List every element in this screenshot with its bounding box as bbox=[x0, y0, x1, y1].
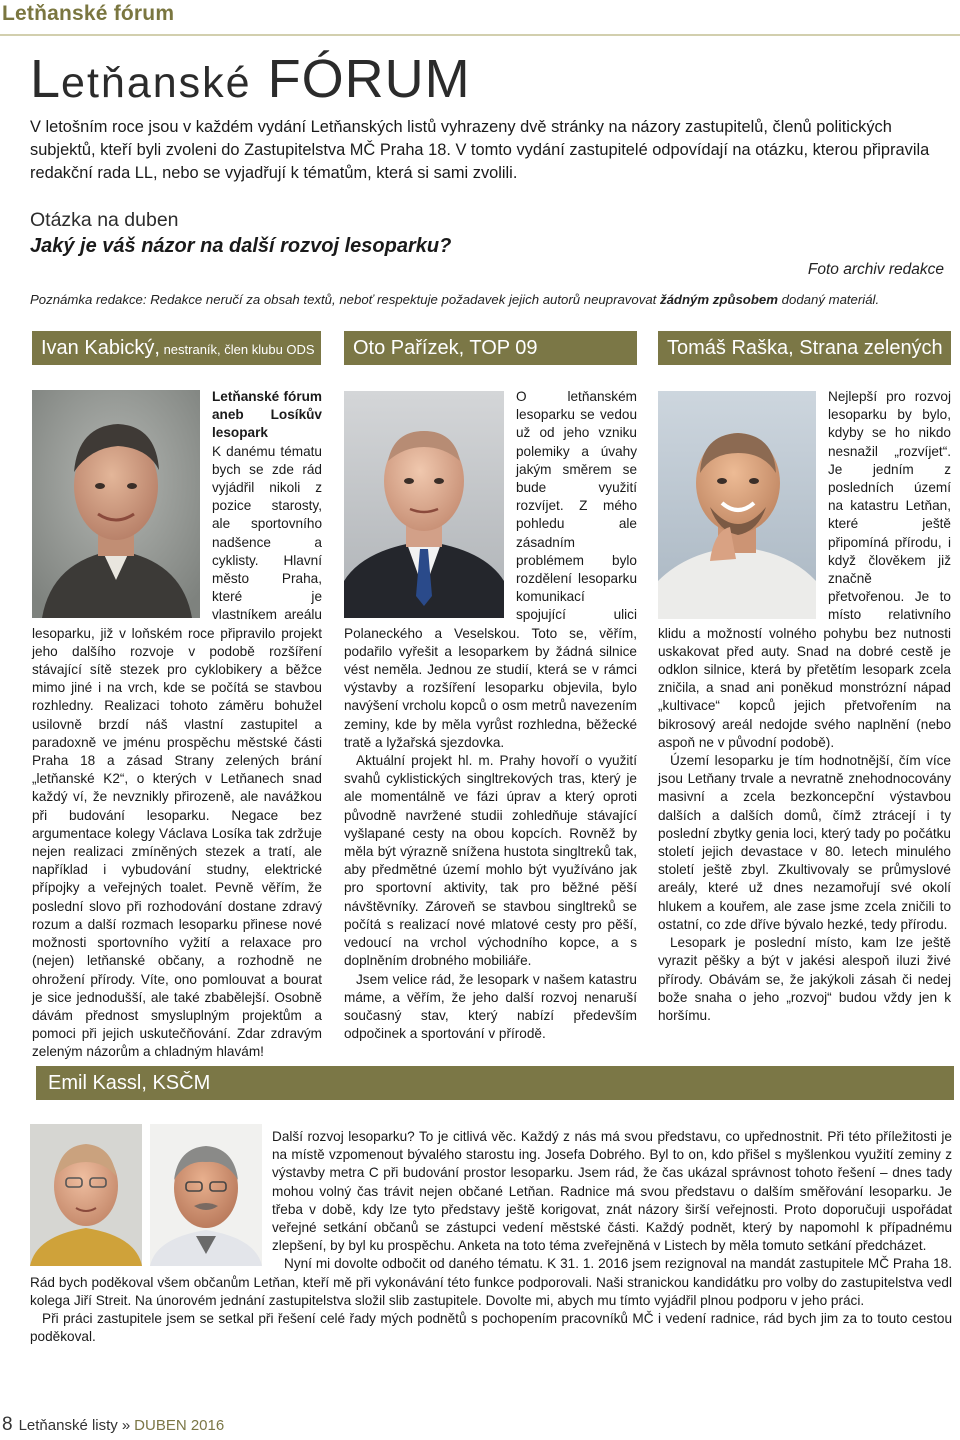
column-2-paragraph: O letňanském lesoparku se vedou už od jeho vzniku polemiky a úvahy jakým směrem se bude využití rozvíjet. Z mého pohledu ale zásadním problémem bylo rozdělení lesoparku komunikací spojující ulici Polaneckého a Veselskou. Toto se, věřím, podařilo vyřešit a lesoparkem by žádná silnice vést neměla. Jednou ze studií, která se v rámci výstavby a rozšíření lesoparku objevila, bylo navýšení vrcholu kopců o osm metrů navezením zeminy, kde by měla vyrůst rozhledna, běžecké tratě a lyžařská sjezdovka. bbox=[344, 389, 637, 750]
column-1-text bbox=[32, 388, 322, 1062]
portrait-ivan-kabicky bbox=[32, 390, 200, 618]
column-1-name-bar bbox=[32, 331, 321, 365]
author-name: Oto Pařízek, TOP 09 bbox=[353, 337, 538, 359]
footer-separator: » bbox=[121, 1417, 131, 1434]
bottom-paragraph: Další rozvoj lesoparku? To je citlivá věc. Každý z nás má svou představu, co upřednostnit. Při této příležitosti je na místě vzpomenout bývalého starostu ing. Josefa Dobrého. Byl to on, kdo přišel s myšlenkou využití zeminy z výstavby metra C při budování prostor lesoparku. Jsem rád, že čas ukázal správnost tohoto řešení – dnes tady mohou volný čas trávit nejen občané Letňan. Radnice má svou představu o dalším směřování lesoparku. Je třeba v době, kdy lze tyto představy ještě korigovat, znát názory širší veřejnosti. Proto doporučuji uspořádat veřejné setkání občanů se zástupci vedení městské části. Každý podnět, který by napomohl k případnému zlepšení, by byl ku prospěchu. Anketa na toto téma zveřejněná v Listech by měla tomuto setkání předcházet. bbox=[272, 1129, 952, 1254]
running-head: Letňanské fórum bbox=[2, 2, 175, 25]
header-rule bbox=[0, 34, 960, 36]
note-text-post: dodaný materiál. bbox=[777, 292, 880, 307]
bottom-paragraph: Nyní mi dovolte odbočit od daného tématu. K 31. 1. 2016 jsem rezignoval na mandát zastupitele MČ Praha 18. Rád bych poděkoval všem občanům Letňan, kteří mě při vykonávání této funkce podporovali. Naši stranickou kandidátku pro volby do zastupitelstva vedl kolega Jiří Streit. Na únorovém jednání zastupitelstva složil slib zastupitele. Dovolte mi, abych mu tímto vyjádřil plnou podporu v jeho práci. bbox=[30, 1256, 952, 1308]
question-title: Jaký je váš názor na další rozvoj lesoparku? bbox=[30, 235, 452, 257]
column-2-text bbox=[344, 388, 637, 1043]
column-1-paragraph: K danému tématu bych se zde rád vyjádřil nikoli z pozice starosty, ale sportovního nadšence a cyklisty. Hlavní město Praha, které je vlastníkem areálu lesoparku, již v loňském roce připravilo projekt jeho dalšího rozvoje v podobě rozšíření stávající sítě stezek pro cyklobikery a běžce mimo jiné i na vrch, kde se počítá se stavbou rozhledny. Realizaci tohoto záměru bohužel usilovně brzdí náš vlastní zastupitel a paradoxně ve jménu prospěchu městské části Praha 18 a zásad Strany zelených brání „letňanské K2“, o kterých v Letňanech snad každý ví, že nevznikly přirozeně, ale navážkou při budování lesoparku. Negace bez argumentace kolegy Václava Losíka tak zdržuje nejen realizaci zmíněných stezek a tratí, ale například i vybudování studny, elektrické přípojky a veřejných toalet. Pevně věřím, že poslední slovo při rozhodování dostane zdravý rozum a další rozmach lesoparku přinese nové možnosti sportovního vyžití a relaxace pro (nejen) letňanské občany, a rozhodně ne ohrožení přírody. Víte, ono pomlouvat a bourat je sice jednodušší, ale také zbabělejší. Osobně dávám přednost smysluplným projektům a pomoci při jejich uskutečňování. Zdar zdravým zeleným názorům a chladným hlavám! bbox=[32, 443, 322, 1060]
page-number: 8 bbox=[2, 1414, 13, 1435]
emil-kassl-name-bar bbox=[36, 1066, 954, 1100]
portraits-emil-kassl bbox=[30, 1124, 262, 1266]
column-3-name-bar bbox=[658, 331, 951, 365]
column-2-paragraph: Jsem velice rád, že lesopark v našem katastru máme, a věřím, že jeho další rozvoj nenaruší současný stav, který nabízí především odpočinek a sportování v přírodě. bbox=[344, 971, 637, 1042]
masthead-title bbox=[30, 48, 471, 110]
column-2-paragraph: Aktuální projekt hl. m. Prahy hovoří o využití svahů cyklistických singltrekových tras, který je ale momentálně ve fázi úprav a který oproti původně navržené studii zohledňuje stávající vyšlapané cesty na obou kopcích. Rovněž by měla být výrazně snížena hustota singltreků tak, aby předmětné území mohlo být využíváno jak pro sportovní aktivity, tak pro běžné pěší návštěvníky. Zároveň se stavbou singltreků se počítá s realizací nové mlatové cesty pro pěší, vedoucí na vrchol východního kopce, a s doplněním drobného mobiliáře. bbox=[344, 753, 637, 969]
note-text-bold: žádným způsobem bbox=[660, 292, 778, 307]
portrait-oto-parizek bbox=[344, 391, 504, 618]
column-1-headline: Letňanské fórum aneb Losíkův lesopark bbox=[212, 389, 322, 441]
author-name: Tomáš Raška, Strana zelených bbox=[667, 337, 943, 359]
column-3-paragraph: Lesopark je poslední místo, kam lze ještě vyrazit pěšky a být v jakési alespoň iluzi živé přírody. Obávám se, že jakýkoli zásah či nedej bože snaha o jeho „rozvoj“ budou vždy jen k horšímu. bbox=[658, 935, 951, 1023]
author-affiliation: nestraník, člen klubu ODS bbox=[159, 342, 315, 357]
question-label: Otázka na duben bbox=[30, 209, 179, 231]
note-text-pre: Poznámka redakce: Redakce neručí za obsah textů, neboť respektuje požadavek jejich autorů neupravovat bbox=[30, 292, 660, 307]
bottom-paragraph: Při práci zastupitele jsem se setkal při řešení celé řady mých podnětů s pochopením pracovníků MČ i vedení radnice, rád bych jim za to touto cestou poděkoval. bbox=[30, 1311, 952, 1345]
editorial-note bbox=[30, 292, 950, 307]
author-name: Ivan Kabický, bbox=[41, 337, 160, 359]
masthead-smallcaps: etňanské bbox=[61, 59, 252, 107]
portrait-tomas-raska bbox=[658, 391, 816, 619]
portrait-illustration bbox=[32, 390, 200, 618]
masthead-initial: L bbox=[30, 49, 62, 109]
publication-name: Letňanské listy bbox=[18, 1417, 118, 1434]
portrait-illustration bbox=[658, 391, 816, 619]
issue-label: DUBEN 2016 bbox=[134, 1417, 225, 1434]
masthead-forum: FÓRUM bbox=[267, 49, 471, 109]
column-3-text bbox=[658, 388, 951, 1025]
column-2-name-bar bbox=[344, 331, 637, 365]
column-3-paragraph: Nejlepší pro rozvoj lesoparku by bylo, kdyby se ho nikdo nesnažil „rozvíjet“. Je jedním z posledních území na katastru Letňan, které ještě připomíná přírodu, i když člověkem již značně přetvořenou. Je to místo relativního klidu a možností volného pohybu bez nutnosti uskakovat před auty. Snad na dobré cestě je odklon silnice, která by přetětím lesopark zcela zničila, a snad ani poněkud monstrózní nápad „kultivace“ kopců jejich přetvořením na bikrosový areál nedojde svého naplnění (nebo aspoň ne v původní podobě). bbox=[658, 389, 951, 750]
intro-paragraph: V letošním roce jsou v každém vydání Letňanských listů vyhrazeny dvě stránky na názory zastupitelů, členů politických subjektů, kteří byli zvoleni do Zastupitelstva MČ Praha 18. V tomto vydání zastupitelé odpovídají na otázku, kterou připravila redakční rada LL, nebo se vyjadřují k tématům, která si sami zvolili. bbox=[30, 118, 930, 182]
author-name: Emil Kassl, KSČM bbox=[48, 1072, 211, 1094]
portrait-illustration bbox=[30, 1124, 262, 1266]
column-3-paragraph: Území lesoparku je tím hodnotnější, čím více jsou Letňany trvale a nevratně znehodnocovány masivní a zcela bezkoncepční výstavbou dalších a dalších domů, čímž ztrácejí i ty poslední zbytky genia loci, který tady po počátku století jejich devastace v 80. letech minulého století ještě zbyl. Zkultivovaly se průmyslové areály, které už dnes nezamořují své okolí hlukem a kouřem, ale zase jsme zcela zničili to ostatní, co zde dříve bývalo hezké, tedy přírodu. bbox=[658, 753, 951, 932]
photo-credit: Foto archiv redakce bbox=[807, 261, 944, 278]
portrait-illustration bbox=[344, 391, 504, 618]
emil-kassl-text bbox=[30, 1128, 952, 1346]
page-footer bbox=[2, 1414, 224, 1436]
